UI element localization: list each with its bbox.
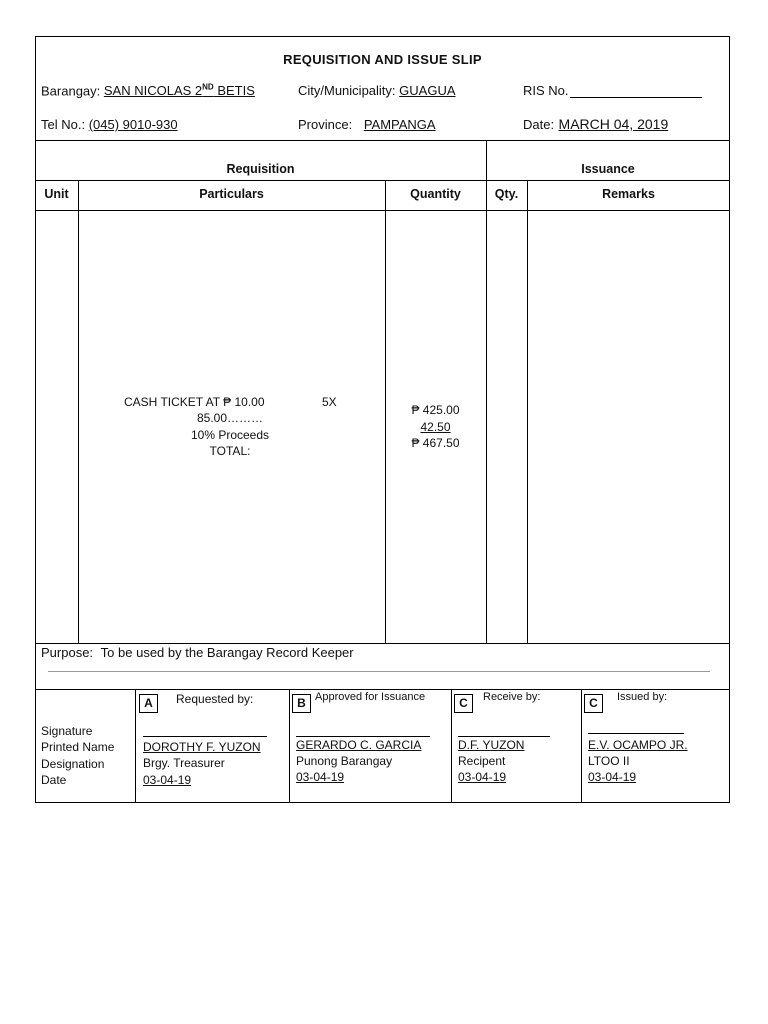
signatory-c-issued-title: Issued by: xyxy=(617,691,668,703)
signatory-c-receive-date: 03-04-19 xyxy=(458,770,507,784)
city-label: City/Municipality: xyxy=(298,83,396,98)
purpose-field xyxy=(41,645,354,660)
province-label: Province: xyxy=(298,117,353,132)
signatory-c-issued-designation: LTOO II xyxy=(588,754,630,768)
ris-label: RIS No. xyxy=(523,83,569,98)
quantity-amount-1: ₱ 425.00 xyxy=(411,403,460,417)
signatory-b-title: Approved for Issuance xyxy=(315,691,426,703)
city-field xyxy=(298,83,456,98)
signatory-divider-4 xyxy=(581,689,582,803)
signatory-divider-2 xyxy=(289,689,290,803)
purpose-label: Purpose: xyxy=(41,645,94,660)
unit-divider xyxy=(78,180,79,643)
form-title: REQUISITION AND ISSUE SLIP xyxy=(283,52,482,67)
signatory-a-name: DOROTHY F. YUZON xyxy=(143,740,261,754)
date-value: MARCH 04, 2019 xyxy=(558,116,669,132)
barangay-value: SAN NICOLAS 2ND BETIS xyxy=(103,83,255,99)
tel-field xyxy=(41,117,178,132)
province-value: PAMPANGA xyxy=(363,117,436,132)
signatory-a-title: Requested by: xyxy=(176,692,254,706)
signatory-a-date: 03-04-19 xyxy=(143,773,192,787)
signatory-c-issued-name: E.V. OCAMPO JR. xyxy=(588,738,688,752)
barangay-field xyxy=(41,83,255,98)
signatory-c-receive-letter: C xyxy=(454,694,473,713)
signatory-b-signature-line xyxy=(296,736,430,737)
row-label-date: Date xyxy=(41,773,67,787)
qty-column-header: Qty. xyxy=(494,187,519,201)
signatory-a-signature-line xyxy=(143,736,267,737)
city-value: GUAGUA xyxy=(399,83,456,98)
item-description-line2: 85.00……… xyxy=(196,411,264,425)
signatory-b-designation: Punong Barangay xyxy=(296,754,393,768)
signatory-a-letter: A xyxy=(139,694,158,713)
row-label-designation: Designation xyxy=(41,757,105,771)
signatory-c-receive-title: Receive by: xyxy=(483,691,541,703)
date-label: Date: xyxy=(523,117,555,132)
item-description-line4: TOTAL: xyxy=(209,444,251,458)
signatory-a-designation: Brgy. Treasurer xyxy=(143,756,225,770)
signatory-c-issued-date: 03-04-19 xyxy=(588,770,637,784)
ris-number-line xyxy=(570,97,702,98)
item-description-line3: 10% Proceeds xyxy=(190,428,270,442)
barangay-label: Barangay: xyxy=(41,83,101,99)
quantity-amount-2: 42.50 xyxy=(420,420,451,434)
signatory-divider-3 xyxy=(451,689,452,803)
issuance-divider xyxy=(486,140,487,643)
signatory-b-name: GERARDO C. GARCIA xyxy=(296,738,422,752)
column-header-bottom-line xyxy=(35,210,730,211)
particulars-column-header: Particulars xyxy=(199,187,264,201)
unit-column-header: Unit xyxy=(44,187,69,201)
signatory-c-receive-signature-line xyxy=(458,736,550,737)
row-label-printed-name: Printed Name xyxy=(41,740,115,754)
signatory-b-date: 03-04-19 xyxy=(296,770,345,784)
quantity-column-header: Quantity xyxy=(410,187,461,201)
signatory-c-issued-letter: C xyxy=(584,694,603,713)
signatory-divider-1 xyxy=(135,689,136,803)
row-label-signature: Signature xyxy=(41,724,93,738)
quantity-amount-total: ₱ 467.50 xyxy=(411,436,460,450)
requisition-section-title: Requisition xyxy=(226,162,295,176)
date-field xyxy=(523,116,668,134)
header-divider xyxy=(35,140,730,141)
table-bottom-line xyxy=(35,643,730,644)
remarks-column-header: Remarks xyxy=(602,187,655,201)
qty-divider xyxy=(527,180,528,643)
signatory-c-receive-name: D.F. YUZON xyxy=(458,738,525,752)
purpose-text: To be used by the Barangay Record Keeper xyxy=(100,645,354,660)
column-header-top-line xyxy=(35,180,730,181)
purpose-underline xyxy=(48,671,710,672)
item-description-line1: CASH TICKET AT ₱ 10.00 xyxy=(124,395,265,409)
item-multiplier: 5X xyxy=(322,395,337,409)
issuance-section-title: Issuance xyxy=(581,162,635,176)
signatory-b-letter: B xyxy=(292,694,311,713)
requisition-issue-slip-form xyxy=(35,36,730,803)
ris-field xyxy=(523,83,569,98)
signatory-top-line xyxy=(35,689,730,690)
signatory-c-receive-designation: Recipent xyxy=(458,754,506,768)
tel-value: (045) 9010-930 xyxy=(88,117,178,132)
province-field xyxy=(298,117,436,132)
tel-label: Tel No.: xyxy=(41,117,86,132)
signatory-c-issued-signature-line xyxy=(588,733,684,734)
